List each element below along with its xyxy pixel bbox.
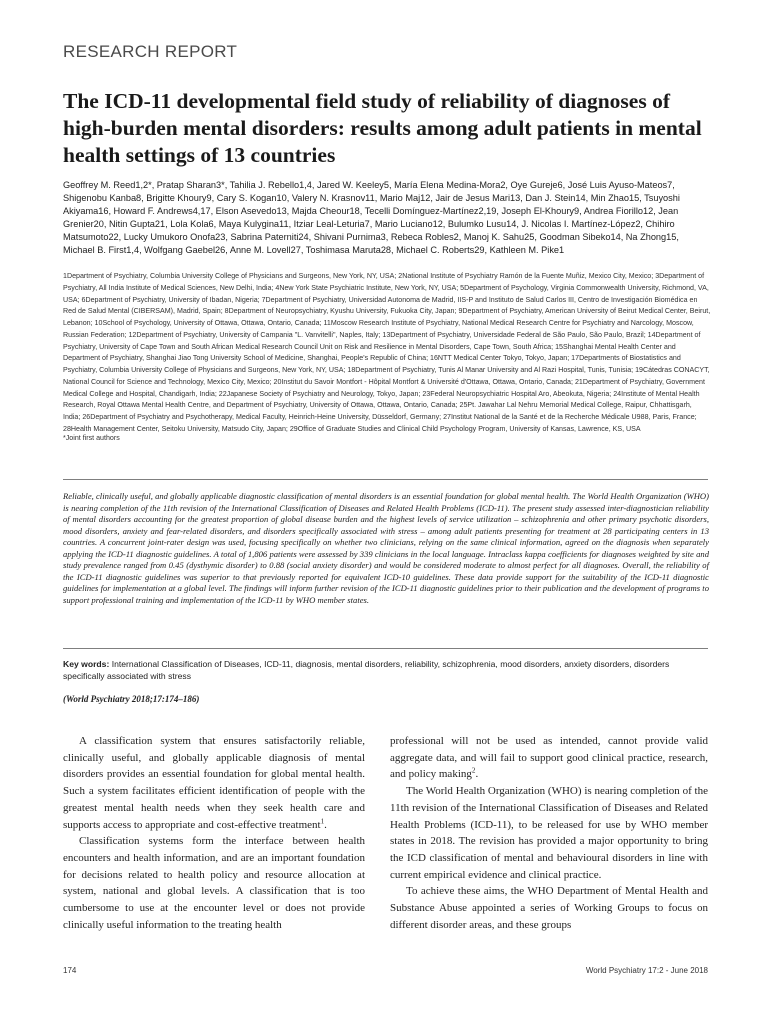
keywords-label: Key words: — [63, 659, 110, 669]
body-paragraph: The World Health Organization (WHO) is nearing completion of the 11th revision of the International Classification of Diseases and Related Health Problems (ICD-11), to be released for use by WHO member states in 2018. The revision has provided a major opportunity to bring the ICD classification of mental and behavioural disorders in line with current empirical evidence and clinical practice. — [390, 785, 708, 881]
joint-first-authors-note: *Joint first authors — [63, 434, 120, 442]
body-paragraph: To achieve these aims, the WHO Department of Mental Health and Substance Abuse appointed a series of Working Groups to focus on different disorder areas, and these groups — [390, 885, 708, 931]
page-number: 174 — [63, 966, 77, 975]
body-column-left — [63, 733, 365, 933]
body-paragraph: professional will not be used as intended, cannot provide valid aggregate data, and will fail to support good clinical practice, research, and policy making$^2$. — [390, 735, 708, 781]
body-column-right — [390, 733, 708, 933]
keywords-text: International Classification of Diseases, ICD-11, diagnosis, mental disorders, reliability, schizophrenia, mood disorders, anxiety disorders, disorders specifically associated with stress — [63, 659, 670, 681]
reference-marker: 1 — [320, 816, 325, 825]
keywords — [63, 658, 709, 682]
journal-footer: World Psychiatry 17:2 - June 2018 — [585, 966, 708, 975]
reference-marker: 2 — [471, 766, 476, 775]
affiliations: 1Department of Psychiatry, Columbia University College of Physicians and Surgeons, New York, NY, USA; 2National Institute of Psychiatry Ramón de la Fuente Muñiz, Mexico City, Mexico; 3Department of Psychiatry, All India Institute of Medical Sciences, New Delhi, India; 4New York State Psychiatric Institute, New York, NY, USA; 5Department of Psychology, Virginia Commonwealth University, Richmond, VA, USA; 6Department of Psychiatry, University of Ibadan, Nigeria; 7Department of Psychiatry, Universidad Autonoma de Madrid, IIS-P and Instituto de Salud Carlos III, Centro de Investigación Biomédica en Red de Salud Mental (CIBERSAM), Madrid, Spain; 8Department of Neuropsychiatry, Kyushu University, Fukuoka City, Japan; 9Department of Psychiatry, American University of Beirut Medical Center, Beirut, Lebanon; 10School of Psychology, University of Ottawa, Ottawa, Ontario, Canada; 11Moscow Research Institute of Psychiatry, National Medical Research Centre for Psychiatry and Narcology, Moscow, Russian Federation; 12Department of Psychiatry, University of Campania "L. Vanvitelli", Naples, Italy; 13Department of Psychiatry, Universidade Federal de São Paulo, São Paulo, Brazil; 14Department of Psychiatry, University of Cape Town and South African Medical Research Council Unit on Risk and Resilience in Mental Disorders, Cape Town, South Africa; 15Shanghai Mental Health Center and Department of Psychiatry, Shanghai Jiao Tong University School of Medicine, Shanghai, People's Republic of China; 16NTT Medical Center Tokyo, Tokyo, Japan; 17Departments of Biostatistics and Psychiatry, Columbia University College of Physicians and Surgeons, New York, NY, USA; 18Department of Psychiatry, Tunis Al Manar University and Al Razi Hospital, Tunis, Tunisia; 19Cátedras CONACYT, National Council for Science and Technology, Mexico City, Mexico; 20Institut du Savoir Montfort - Hôpital Montfort & Université d'Ottawa, Ottawa, Ontario, Canada; 21Department of Psychiatry, Government Medical College and Hospital, Chandigarh, India; 22Japanese Society of Psychiatry and Neurology, Tokyo, Japan; 23Federal Neuropsychiatric Hospital Aro, Abeokuta, Nigeria; 24Institute of Mental Health Research, Royal Ottawa Mental Health Centre, and Department of Psychiatry, University of Ottawa, Ottawa, Ontario, Canada; 25Pt. Jawahar Lal Nehru Memorial Medical College, Raipur, Chhattisgarh, India; 26Department of Psychiatry and Psychotherapy, Medical Faculty, Heinrich-Heine University, Düsseldorf, Germany; 27Institut National de la Santé et de la Recherche Médicale U988, Paris, France; 28Health Management Center, Seitoku University, Matsudo City, Japan; 29Office of Graduate Studies and Clinical Child Psychology Program, University of Kansas, Lawrence, KS, USA — [63, 272, 711, 433]
section-label: RESEARCH REPORT — [63, 42, 238, 61]
author-list: Geoffrey M. Reed1,2*, Pratap Sharan3*, Tahilia J. Rebello1,4, Jared W. Keeley5, María Elena Medina-Mora2, Oye Gureje6, José Luis Ayuso-Mateos7, Shigenobu Kanba8, Brigitte Khoury9, Cary S. Kogan10, Valery N. Krasnov11, Mario Maj12, Jair de Jesus Mari13, Dan J. Stein14, Min Zhao15, Tsuyoshi Akiyama16, Howard F. Andrews4,17, Elson Asevedo13, Majda Cheour18, Tecelli Domínguez-Martínez2,19, Joseph El-Khoury9, Andrea Fiorillo12, Jean Grenier20, Nitin Gupta21, Lola Kola6, Maya Kulygina11, Itziar Leal-Leturia7, Mario Luciano12, Bulumko Lusu14, J. Nicolas I. Martínez-López2, Chihiro Matsumoto22, Lucky Umukoro Onofa23, Sabrina Paterniti24, Shivani Purnima3, Rebeca Robles2, Manoj K. Sahu25, Goodman Sibeko14, Na Zhong15, Michael B. First1,4, Wolfgang Gaebel26, Anne M. Lovell27, Toshimasa Maruta28, Michael C. Roberts29, Kathleen M. Pike1 — [63, 180, 680, 255]
article-title: The ICD-11 developmental field study of reliability of diagnoses of high-burden mental disorders: results among adult patients in mental health settings of 13 countries — [63, 89, 702, 167]
body-paragraph: A classification system that ensures satisfactorily reliable, clinically useful, and globally applicable diagnosis of mental disorders provides an essential foundation for global mental health. Such a system facilitates efficient identification of people with the greatest mental health needs when they seek health care and supports access to appropriate and cost-effective treatment$^1$. — [63, 735, 365, 831]
abstract-top-rule — [63, 479, 708, 480]
citation: (World Psychiatry 2018;17:174–186) — [63, 694, 200, 704]
abstract: Reliable, clinically useful, and globally applicable diagnostic classification of mental disorders is an essential foundation for global mental health. The World Health Organization (WHO) is nearing completion of the 11th revision of the International Classification of Diseases and Related Health Problems (ICD-11). The present study assessed inter-diagnostician reliability of mental disorders accounting for the greatest proportion of global disease burden and the highest levels of service utilization – schizophrenia and other primary psychotic disorders, mood disorders, anxiety and fear-related disorders, and disorders specifically associated with stress – among adult patients presenting for treatment at 28 participating centers in 13 countries. A concurrent joint-rater design was used, focusing specifically on whether two clinicians, relying on the same clinical information, agreed on the diagnosis when separately applying the ICD-11 diagnostic guidelines. A total of 1,806 patients were assessed by 339 clinicians in the local language. Intraclass kappa coefficients for diagnoses weighted by site and study prevalence ranged from 0.45 (dysthymic disorder) to 0.88 (social anxiety disorder) and would be considered moderate to almost perfect for all diagnoses. Overall, the reliability of the ICD-11 diagnostic guidelines was superior to that previously reported for equivalent ICD-10 guidelines. These data provide support for the suitability of the ICD-11 diagnostic guidelines for implementation at a global level. The findings will inform further revision of the ICD-11 diagnostic guidelines prior to their publication and the development of programs to support professional training and implementation of the ICD-11 by WHO member states. — [63, 491, 709, 605]
abstract-bottom-rule — [63, 648, 708, 649]
body-paragraph: Classification systems form the interface between health encounters and health information, and are an important foundation for decisions related to health policy and resource allocation at system, national and global levels. A classification that is too cumbersome to use at the encounter level or does not provide clinically useful information to the treating health — [63, 835, 365, 931]
